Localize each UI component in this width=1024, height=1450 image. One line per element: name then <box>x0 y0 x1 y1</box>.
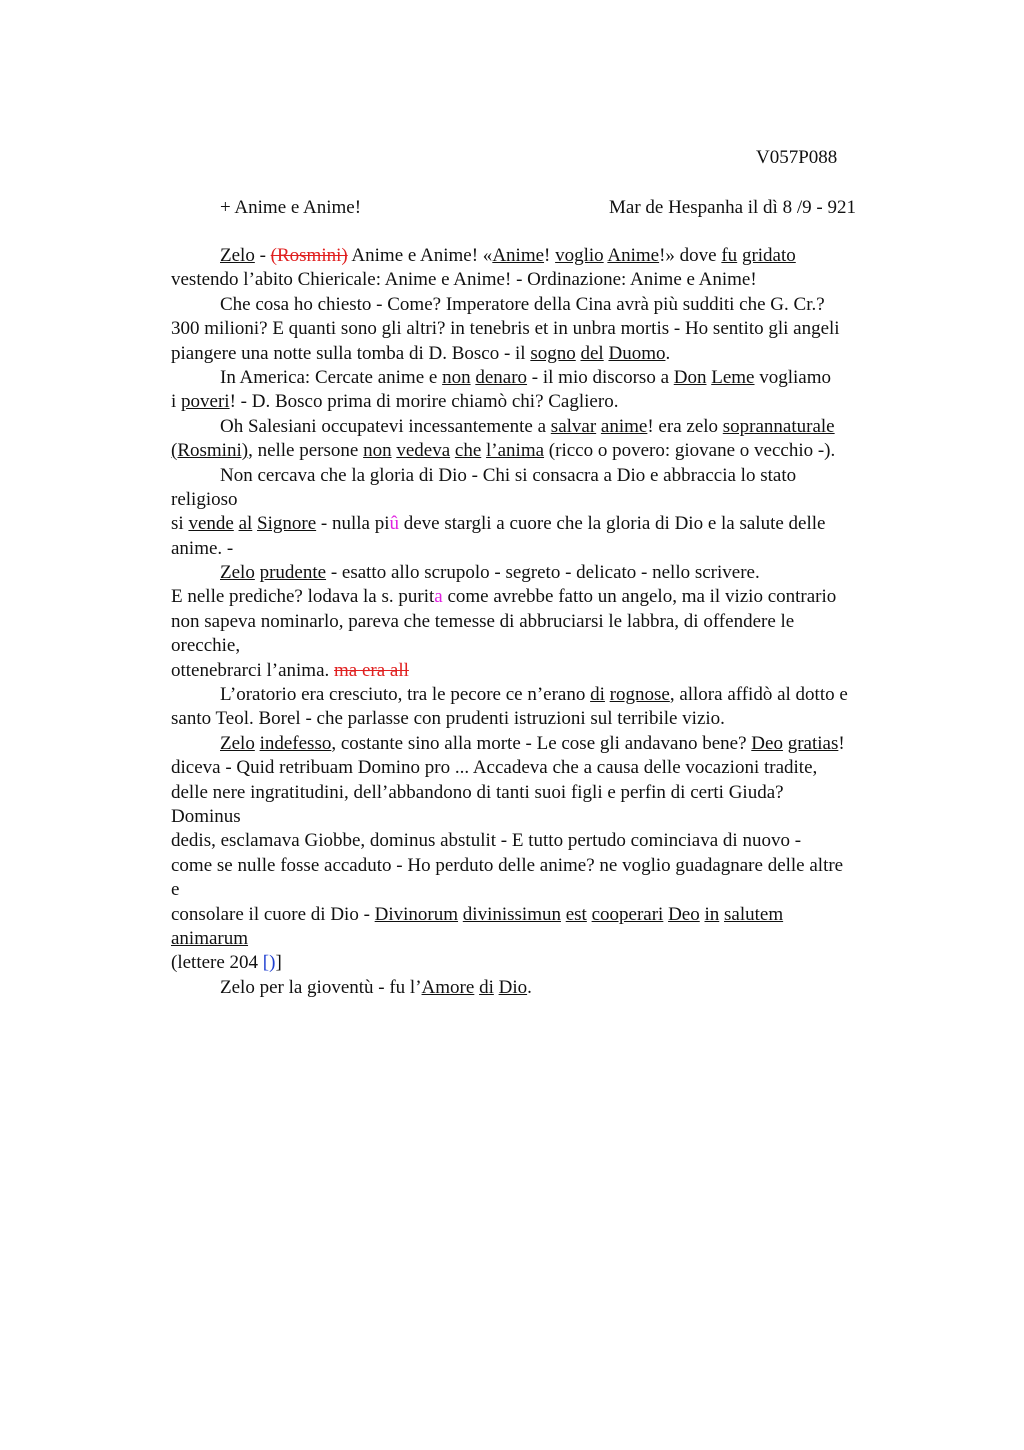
text-line-23: delle nere ingratitudini, dell’abbandono di tanti suoi figli e perfin di certi Giuda? <box>171 781 784 803</box>
text-line-4: 300 milioni? E quanti sono gli altri? in tenebris et in unbra mortis - Ho sentito gli angeli <box>171 318 840 340</box>
inserted-char: a <box>434 586 443 608</box>
bracket-mark: ) <box>269 952 276 974</box>
text-line-20: santo Teol. Borel - che parlasse con prudenti istruzioni sul terribile vizio. <box>171 708 725 730</box>
text-line-25: dedis, esclamava Giobbe, dominus abstulit - E tutto pertudo cominciava di nuovo - <box>171 830 802 852</box>
text-line-13: anime. - <box>171 537 234 559</box>
text-line-18: ottenebrarci l’anima. ma era all <box>171 659 409 681</box>
text-line-14: Zelo prudente - esatto allo scrupolo - segreto - delicato - nello scrivere. <box>220 562 760 584</box>
text-line-6: In America: Cercate anime e non denaro - il mio discorso a Don Leme vogliamo <box>220 366 832 388</box>
text-line-16: non sapeva nominarlo, pareva che temesse di abbruciarsi le labbra, di offendere le <box>171 610 795 632</box>
text-line-22: diceva - Quid retribuam Domino pro ... Accadeva che a causa delle vocazioni tradite, <box>171 757 818 779</box>
text-line-5: piangere una notte sulla tomba di D. Bosco - il sogno del Duomo. <box>171 342 671 364</box>
text-line-28: consolare il cuore di Dio - Divinorum divinissimun est cooperari Deo in salutem <box>171 903 784 925</box>
text-line-30: (lettere 204 [)] <box>171 952 282 974</box>
deleted-text: (Rosmini) <box>270 245 348 266</box>
text-line-24: Dominus <box>171 805 241 827</box>
text-line-2: vestendo l’abito Chiericale: Anime e Anime! - Ordinazione: Anime e Anime! <box>171 269 757 291</box>
text-line-31: Zelo per la gioventù - fu l’Amore di Dio. <box>220 976 532 998</box>
inserted-char: û <box>389 513 399 535</box>
document-heading: + Anime e Anime! <box>220 197 362 218</box>
text-line-10: Non cercava che la gloria di Dio - Chi si consacra a Dio e abbraccia lo stato <box>220 464 797 486</box>
text-line-19: L’oratorio era cresciuto, tra le pecore ce n’erano di rognose, allora affidò al dotto e <box>220 684 848 706</box>
deleted-text: ma era all <box>334 659 409 681</box>
document-reference-code: V057P088 <box>756 147 838 168</box>
letter-body <box>171 244 911 1000</box>
text-line-27: e <box>171 879 180 901</box>
text-line-9: (Rosmini), nelle persone non vedeva che l’anima (ricco o povero: giovane o vecchio -). <box>171 440 836 462</box>
bracket-mark: [ <box>262 952 270 974</box>
text-line-1: Zelo - (Rosmini) Anime e Anime! «Anime! voglio Anime!» dove fu gridato <box>220 245 796 266</box>
text-line-12: si vende al Signore - nulla piû deve stargli a cuore che la gloria di Dio e la salute delle <box>171 513 826 535</box>
text-line-21: Zelo indefesso, costante sino alla morte - Le cose gli andavano bene? Deo gratias! <box>220 732 845 754</box>
place-and-date: Mar de Hespanha il dì 8 /9 - 921 <box>609 197 856 218</box>
text-line-3: Che cosa ho chiesto - Come? Imperatore della Cina avrà più sudditi che G. Cr.? <box>220 293 825 315</box>
text-line-11: religioso <box>171 488 238 510</box>
text-line-17: orecchie, <box>171 635 241 657</box>
text-line-26: come se nulle fosse accaduto - Ho perduto delle anime? ne voglio guadagnare delle altre <box>171 854 844 876</box>
text-line-7: i poveri! - D. Bosco prima di morire chiamò chi? Cagliero. <box>171 391 619 413</box>
text-line-15: E nelle prediche? lodava la s. purita come avrebbe fatto un angelo, ma il vizio contrario <box>171 586 837 608</box>
text-line-29: animarum <box>171 927 249 949</box>
text-line-8: Oh Salesiani occupatevi incessantemente a salvar anime! era zelo soprannaturale <box>220 415 835 437</box>
